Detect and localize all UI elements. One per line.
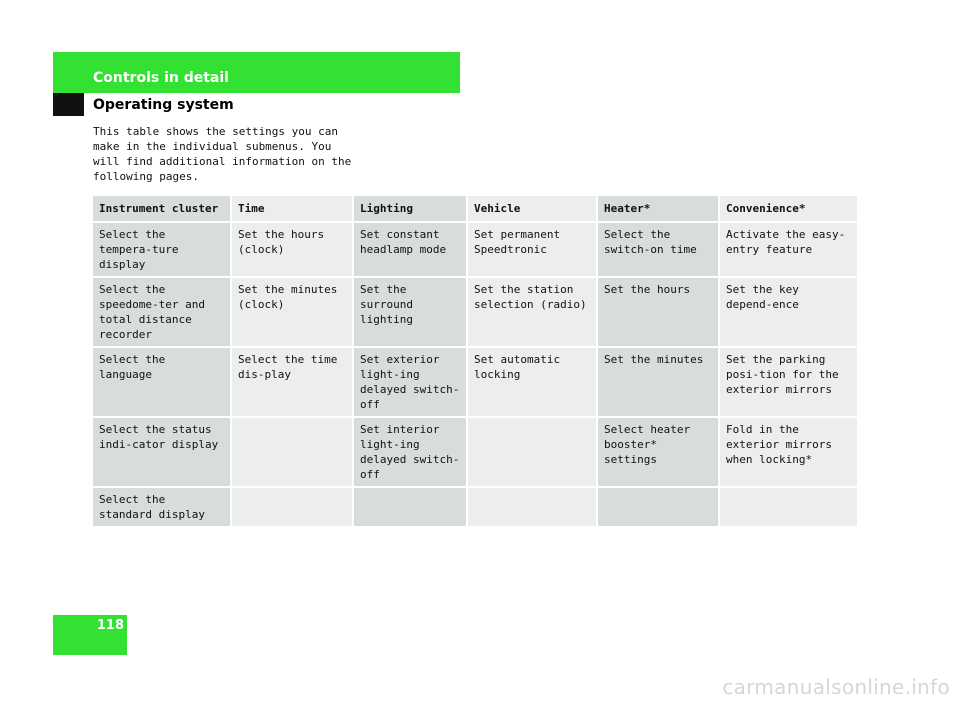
- column-header: Convenience*: [719, 196, 858, 222]
- table-row: [93, 347, 858, 417]
- table-cell: Set the hours (clock): [231, 222, 353, 277]
- table-cell: Set permanent Speedtronic: [467, 222, 597, 277]
- page-number-box: [53, 615, 127, 655]
- table-cell: [231, 417, 353, 487]
- column-header: Instrument cluster: [93, 196, 231, 222]
- table-cell: [353, 487, 467, 527]
- table-cell: Select the time dis-play: [231, 347, 353, 417]
- table-row: [93, 487, 858, 527]
- table-cell: Set the surround lighting: [353, 277, 467, 347]
- table-cell: Set the minutes: [597, 347, 719, 417]
- table-cell: Set automatic locking: [467, 347, 597, 417]
- table-cell: Set the station selection (radio): [467, 277, 597, 347]
- table-row: [93, 417, 858, 487]
- page-title: Operating system: [93, 97, 234, 113]
- table-cell: Set constant headlamp mode: [353, 222, 467, 277]
- table-header-row: [93, 196, 858, 222]
- table-row: [93, 222, 858, 277]
- table-cell: Set interior light-ing delayed switch-off: [353, 417, 467, 487]
- table-cell: Select the status indi-cator display: [93, 417, 231, 487]
- table-row: [93, 277, 858, 347]
- table-cell: Select the tempera-ture display: [93, 222, 231, 277]
- table-cell: Fold in the exterior mirrors when locking*: [719, 417, 858, 487]
- table-cell: [597, 487, 719, 527]
- column-header: Lighting: [353, 196, 467, 222]
- section-marker: [53, 93, 84, 116]
- settings-table: [93, 196, 859, 528]
- table-cell: Set the parking posi-tion for the exterior mirrors: [719, 347, 858, 417]
- table-cell: [467, 417, 597, 487]
- table-cell: Select the standard display: [93, 487, 231, 527]
- intro-text: This table shows the settings you can make in the individual submenus. You will find additional information on the following pages.: [93, 125, 352, 183]
- table-cell: Set the key depend-ence: [719, 277, 858, 347]
- table-cell: Set the hours: [597, 277, 719, 347]
- table-cell: [719, 487, 858, 527]
- table-cell: Set exterior light-ing delayed switch-off: [353, 347, 467, 417]
- table-cell: [231, 487, 353, 527]
- table-cell: [467, 487, 597, 527]
- column-header: Time: [231, 196, 353, 222]
- column-header: Heater*: [597, 196, 719, 222]
- table-cell: Activate the easy-entry feature: [719, 222, 858, 277]
- table-cell: Select heater booster* settings: [597, 417, 719, 487]
- table-cell: Select the speedome-ter and total distance recorder: [93, 277, 231, 347]
- table-cell: Set the minutes (clock): [231, 277, 353, 347]
- table-cell: Select the language: [93, 347, 231, 417]
- watermark: carmanualsonline.info: [722, 675, 950, 699]
- section-header-title: Controls in detail: [93, 70, 229, 86]
- column-header: Vehicle: [467, 196, 597, 222]
- table-cell: Select the switch-on time: [597, 222, 719, 277]
- page-number: 118: [96, 618, 124, 633]
